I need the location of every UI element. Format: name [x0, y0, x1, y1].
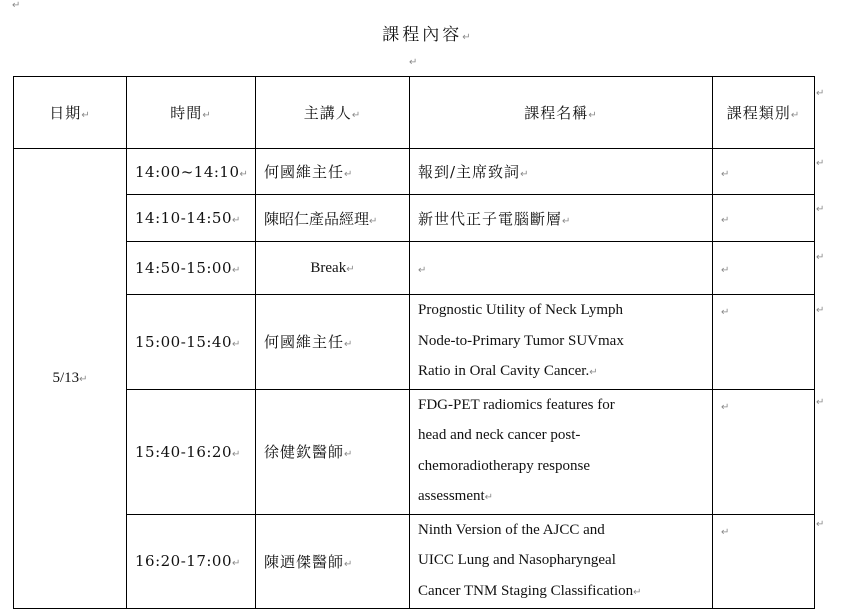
category-cell: ↵	[713, 149, 815, 195]
course-cell: 報到/主席致詞↵	[410, 149, 713, 195]
table-row	[14, 389, 815, 514]
category-cell: ↵	[713, 195, 815, 242]
speaker-cell: 何國維主任↵	[256, 295, 410, 390]
speaker-cell: 陳昭仁產品經理↵	[256, 195, 410, 242]
time-cell: 15:00-15:40↵	[127, 295, 256, 390]
course-cell	[410, 514, 713, 609]
time-cell: 16:20-17:00↵	[127, 514, 256, 609]
header-date: 日期↵	[14, 77, 127, 149]
table-row	[14, 295, 815, 390]
table-row	[14, 149, 815, 195]
title-text: 課程內容	[382, 25, 463, 45]
paragraph-mark: ↵	[409, 57, 418, 68]
speaker-cell: Break↵	[256, 242, 410, 295]
speaker-cell: 陳迺傑醫師↵	[256, 514, 410, 609]
course-cell: ↵	[410, 242, 713, 295]
category-cell: ↵	[713, 295, 815, 390]
row-end-mark: ↵	[816, 397, 825, 408]
time-cell: 15:40-16:20↵	[127, 389, 256, 514]
header-time: 時間↵	[127, 77, 256, 149]
row-end-mark: ↵	[816, 252, 825, 263]
category-cell: ↵	[713, 242, 815, 295]
course-line: UICC Lung and Nasopharyngeal	[418, 552, 616, 568]
category-cell: ↵	[713, 389, 815, 514]
row-end-mark: ↵	[816, 519, 825, 530]
table-row	[14, 242, 815, 295]
course-line: Ninth Version of the AJCC and	[418, 521, 605, 538]
row-end-mark: ↵	[816, 305, 825, 316]
course-cell	[410, 389, 713, 514]
speaker-cell: 何國維主任↵	[256, 149, 410, 195]
header-category: 課程類別↵	[713, 77, 815, 149]
time-cell: 14:10-14:50↵	[127, 195, 256, 242]
header-course: 課程名稱↵	[410, 77, 713, 149]
row-end-mark: ↵	[816, 88, 825, 99]
course-line: Cancer TNM Staging Classification↵	[418, 582, 642, 599]
course-line: FDG-PET radiomics features for	[418, 396, 615, 413]
course-line: assessment↵	[418, 488, 494, 504]
course-line: Prognostic Utility of Neck Lymph	[418, 302, 623, 318]
course-line: chemoradiotherapy response	[418, 457, 591, 474]
paragraph-mark: ↵	[462, 32, 471, 43]
schedule-table	[13, 76, 815, 609]
time-cell: 14:00~14:10↵	[127, 149, 256, 195]
course-cell: 新世代正子電腦斷層↵	[410, 195, 713, 242]
table-row	[14, 195, 815, 242]
speaker-cell: 徐健欽醫師↵	[256, 389, 410, 514]
course-line: head and neck cancer post-	[418, 427, 581, 443]
course-line: Node-to-Primary Tumor SUVmax	[418, 332, 624, 349]
paragraph-mark: ↵	[12, 0, 21, 11]
date-cell: 5/13↵	[14, 149, 127, 609]
course-line: Ratio in Oral Cavity Cancer.↵	[418, 363, 598, 379]
row-end-mark: ↵	[816, 204, 825, 215]
header-row	[14, 77, 815, 149]
header-speaker: 主講人↵	[256, 77, 410, 149]
row-end-mark: ↵	[816, 158, 825, 169]
page-title	[0, 20, 853, 45]
table-row	[14, 514, 815, 609]
course-cell	[410, 295, 713, 390]
time-cell: 14:50-15:00↵	[127, 242, 256, 295]
category-cell: ↵	[713, 514, 815, 609]
